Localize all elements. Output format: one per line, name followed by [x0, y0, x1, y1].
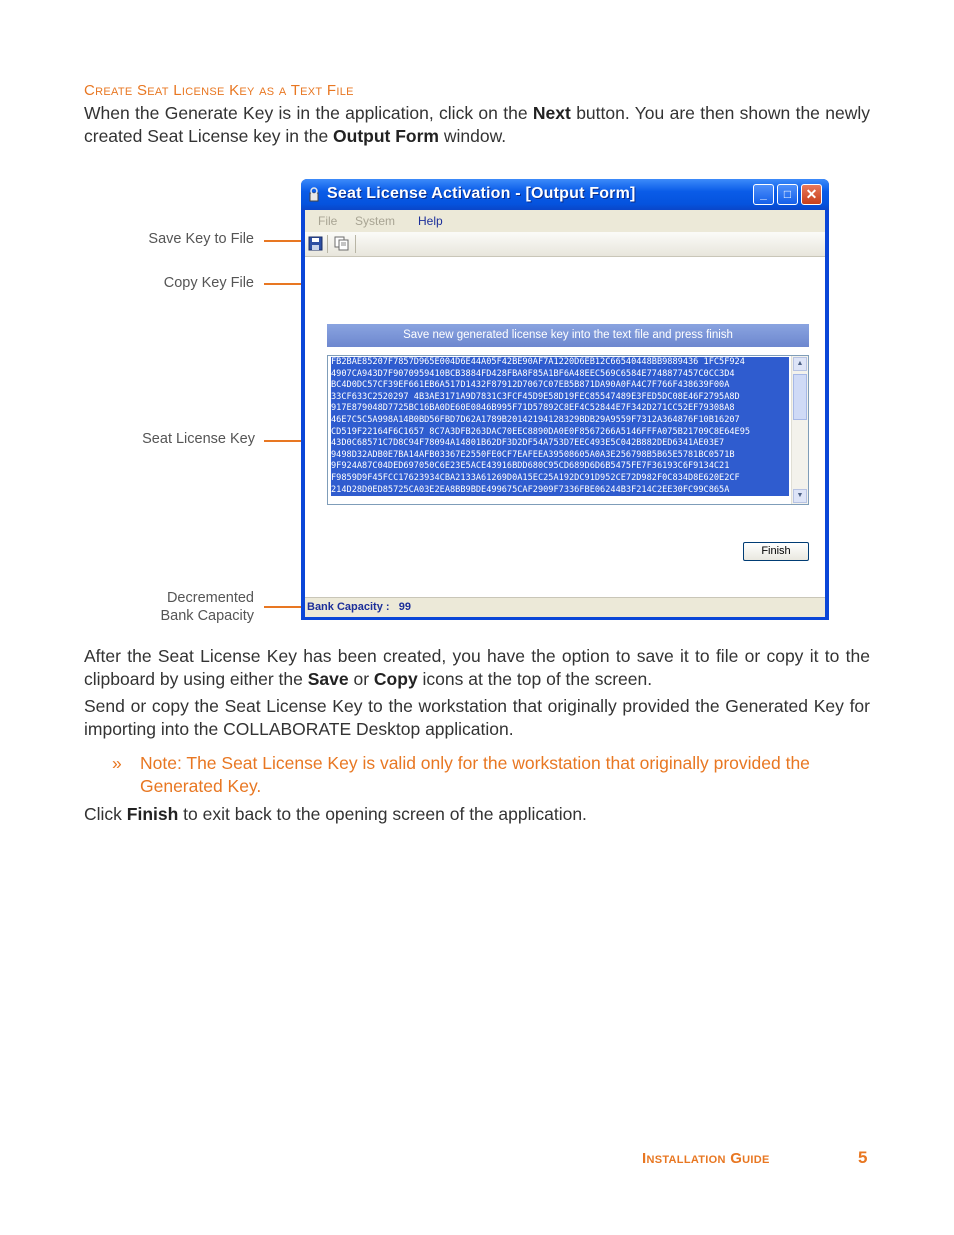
toolbar-separator [355, 235, 356, 253]
copy-icon[interactable] [334, 236, 350, 251]
instruction-banner: Save new generated license key into the text file and press finish [327, 324, 809, 347]
window-titlebar [301, 179, 829, 210]
para2-bold-save: Save [307, 668, 349, 689]
maximize-button[interactable]: □ [777, 184, 798, 205]
app-icon [307, 187, 321, 202]
key-line: F9859D9F45FCC17623934CBA2133A61269D0A15EC25A192DC91D952CE72D982F0C834D8E620E2CF [331, 473, 789, 485]
callout-decremented [100, 589, 254, 625]
key-line: 46E7C5C5A998A14B0BD56FBD7D62A1789B20142194128329BDB29A9559F7312A364876F10B16207 [331, 415, 789, 427]
intro-text-2: button. You are then shown the newly created Seat License key in the [84, 103, 870, 146]
intro-text-3: window. [439, 125, 507, 146]
para4-text-2: to exit back to the opening screen of the application. [178, 804, 587, 824]
paragraph-finish [84, 803, 870, 826]
para4-text-1: Click [84, 804, 127, 824]
close-button[interactable]: ✕ [801, 184, 822, 205]
note-text: Note: The Seat License Key is valid only for the workstation that originally provided the Generated Key. [140, 753, 810, 796]
key-line: 43D0C68571C7D8C94F78094A14801B62DF3D2DF54A753D7EEC493E5C042B882DED6341AE03E7 [331, 438, 789, 450]
para2-bold-copy: Copy [373, 668, 418, 689]
page-number: 5 [858, 1148, 868, 1167]
scroll-down-icon[interactable]: ▼ [793, 489, 807, 503]
footer-guide-label: Installation Guide [642, 1150, 770, 1167]
intro-paragraph [84, 102, 870, 147]
para2-text-1: After the Seat License Key has been created, you have the option to save it to file or copy it to the clipboard by using either the [84, 646, 870, 689]
para2-text-3: icons at the top of the screen. [417, 668, 653, 689]
toolbar-separator [327, 235, 328, 253]
key-line: 917E879048D7725BC16BA0DE60E0846B995F71D57892C8EF4C52844E7F342D271CC52EF79308A8 [331, 403, 789, 415]
key-line: 9F924A87C04DED697050C6E23E5ACE43916BDD680C95CD689D6D6B5475FE7F36193C6F9134C21 [331, 461, 789, 473]
output-form-window [301, 179, 829, 620]
menu-help[interactable]: Help [418, 214, 443, 228]
intro-bold-output-form: Output Form [333, 125, 439, 146]
paragraph-save-copy [84, 645, 870, 690]
para2-text-2: or [348, 668, 374, 689]
scroll-up-icon[interactable]: ▲ [793, 357, 807, 371]
paragraph-send-copy: Send or copy the Seat License Key to the workstation that originally provided the Generated Key for importing into the COLLABORATE Desktop application. [84, 696, 870, 739]
finish-button[interactable]: Finish [743, 542, 809, 561]
scroll-thumb[interactable] [793, 374, 807, 420]
bank-capacity-status: Bank Capacity : 99 [307, 601, 411, 613]
callout-decremented-line1: Decremented [166, 590, 254, 606]
menu-system[interactable]: System [355, 214, 396, 228]
key-line: 9498D32ADB0E7BA14AFB03367E2550FE0CF7EAFEEA39508605A0A3E256798B5B65E5781BC0571B [331, 450, 789, 462]
intro-text-1: When the Generate Key is in the application, click on the [84, 103, 533, 123]
note-marker: » [112, 753, 122, 773]
minimize-button[interactable]: _ [753, 184, 774, 205]
toolbar [305, 232, 825, 257]
window-title: Seat License Activation - [Output Form] [327, 185, 636, 202]
license-key-textarea[interactable] [327, 355, 809, 505]
callout-save-key: Save Key to File [148, 231, 254, 247]
callout-copy-key: Copy Key File [163, 275, 254, 291]
menu-bar [305, 210, 825, 232]
save-icon[interactable] [308, 236, 324, 251]
para4-bold-finish: Finish [126, 804, 179, 824]
window-client-area [305, 210, 825, 616]
callout-seat-key: Seat License Key [142, 431, 255, 447]
key-line: FB2BAE85207F7857D965E004D6E44A05F42BE90AF7A1220D6EB12C66540448BB9889436 1FC5F924 [331, 357, 789, 369]
license-key-text [331, 357, 789, 496]
key-line: BC4D0DC57CF39EF661EB6A517D1432F87912D7067C07EB5B871DA90A0FA4C7F766F438639F00A [331, 380, 789, 392]
menu-file[interactable]: File [318, 214, 338, 228]
intro-bold-next: Next [532, 103, 571, 123]
key-line: 4907CA943D7F9070959410BCB3884FD428FBA8F85A1BF6A48EEC569C6584E7748877457C0CC3D4 [331, 369, 789, 381]
section-heading: Create Seat License Key as a Text File [84, 82, 354, 99]
key-line: CD519F22164F6C1657 8C7A3DFB263DAC70EEC8890DA0E0F8567266A5146FFFA075B21709C8E64E95 [331, 427, 789, 439]
key-line: 33CF633C2520297 4B3AE3171A9D7831C3FCF45D9E58D19FEC85547489E3FED5DC08E46F2795A8D [331, 392, 789, 404]
key-line: 214D28D0ED85725CA03E2EA8BB9BDE499675CAF2909F7336FBE06244B3F214C2EE30FC99C865A [331, 485, 789, 497]
callout-decremented-line2: Bank Capacity [160, 608, 254, 624]
vertical-scrollbar[interactable] [791, 356, 808, 504]
status-bar [305, 597, 825, 617]
